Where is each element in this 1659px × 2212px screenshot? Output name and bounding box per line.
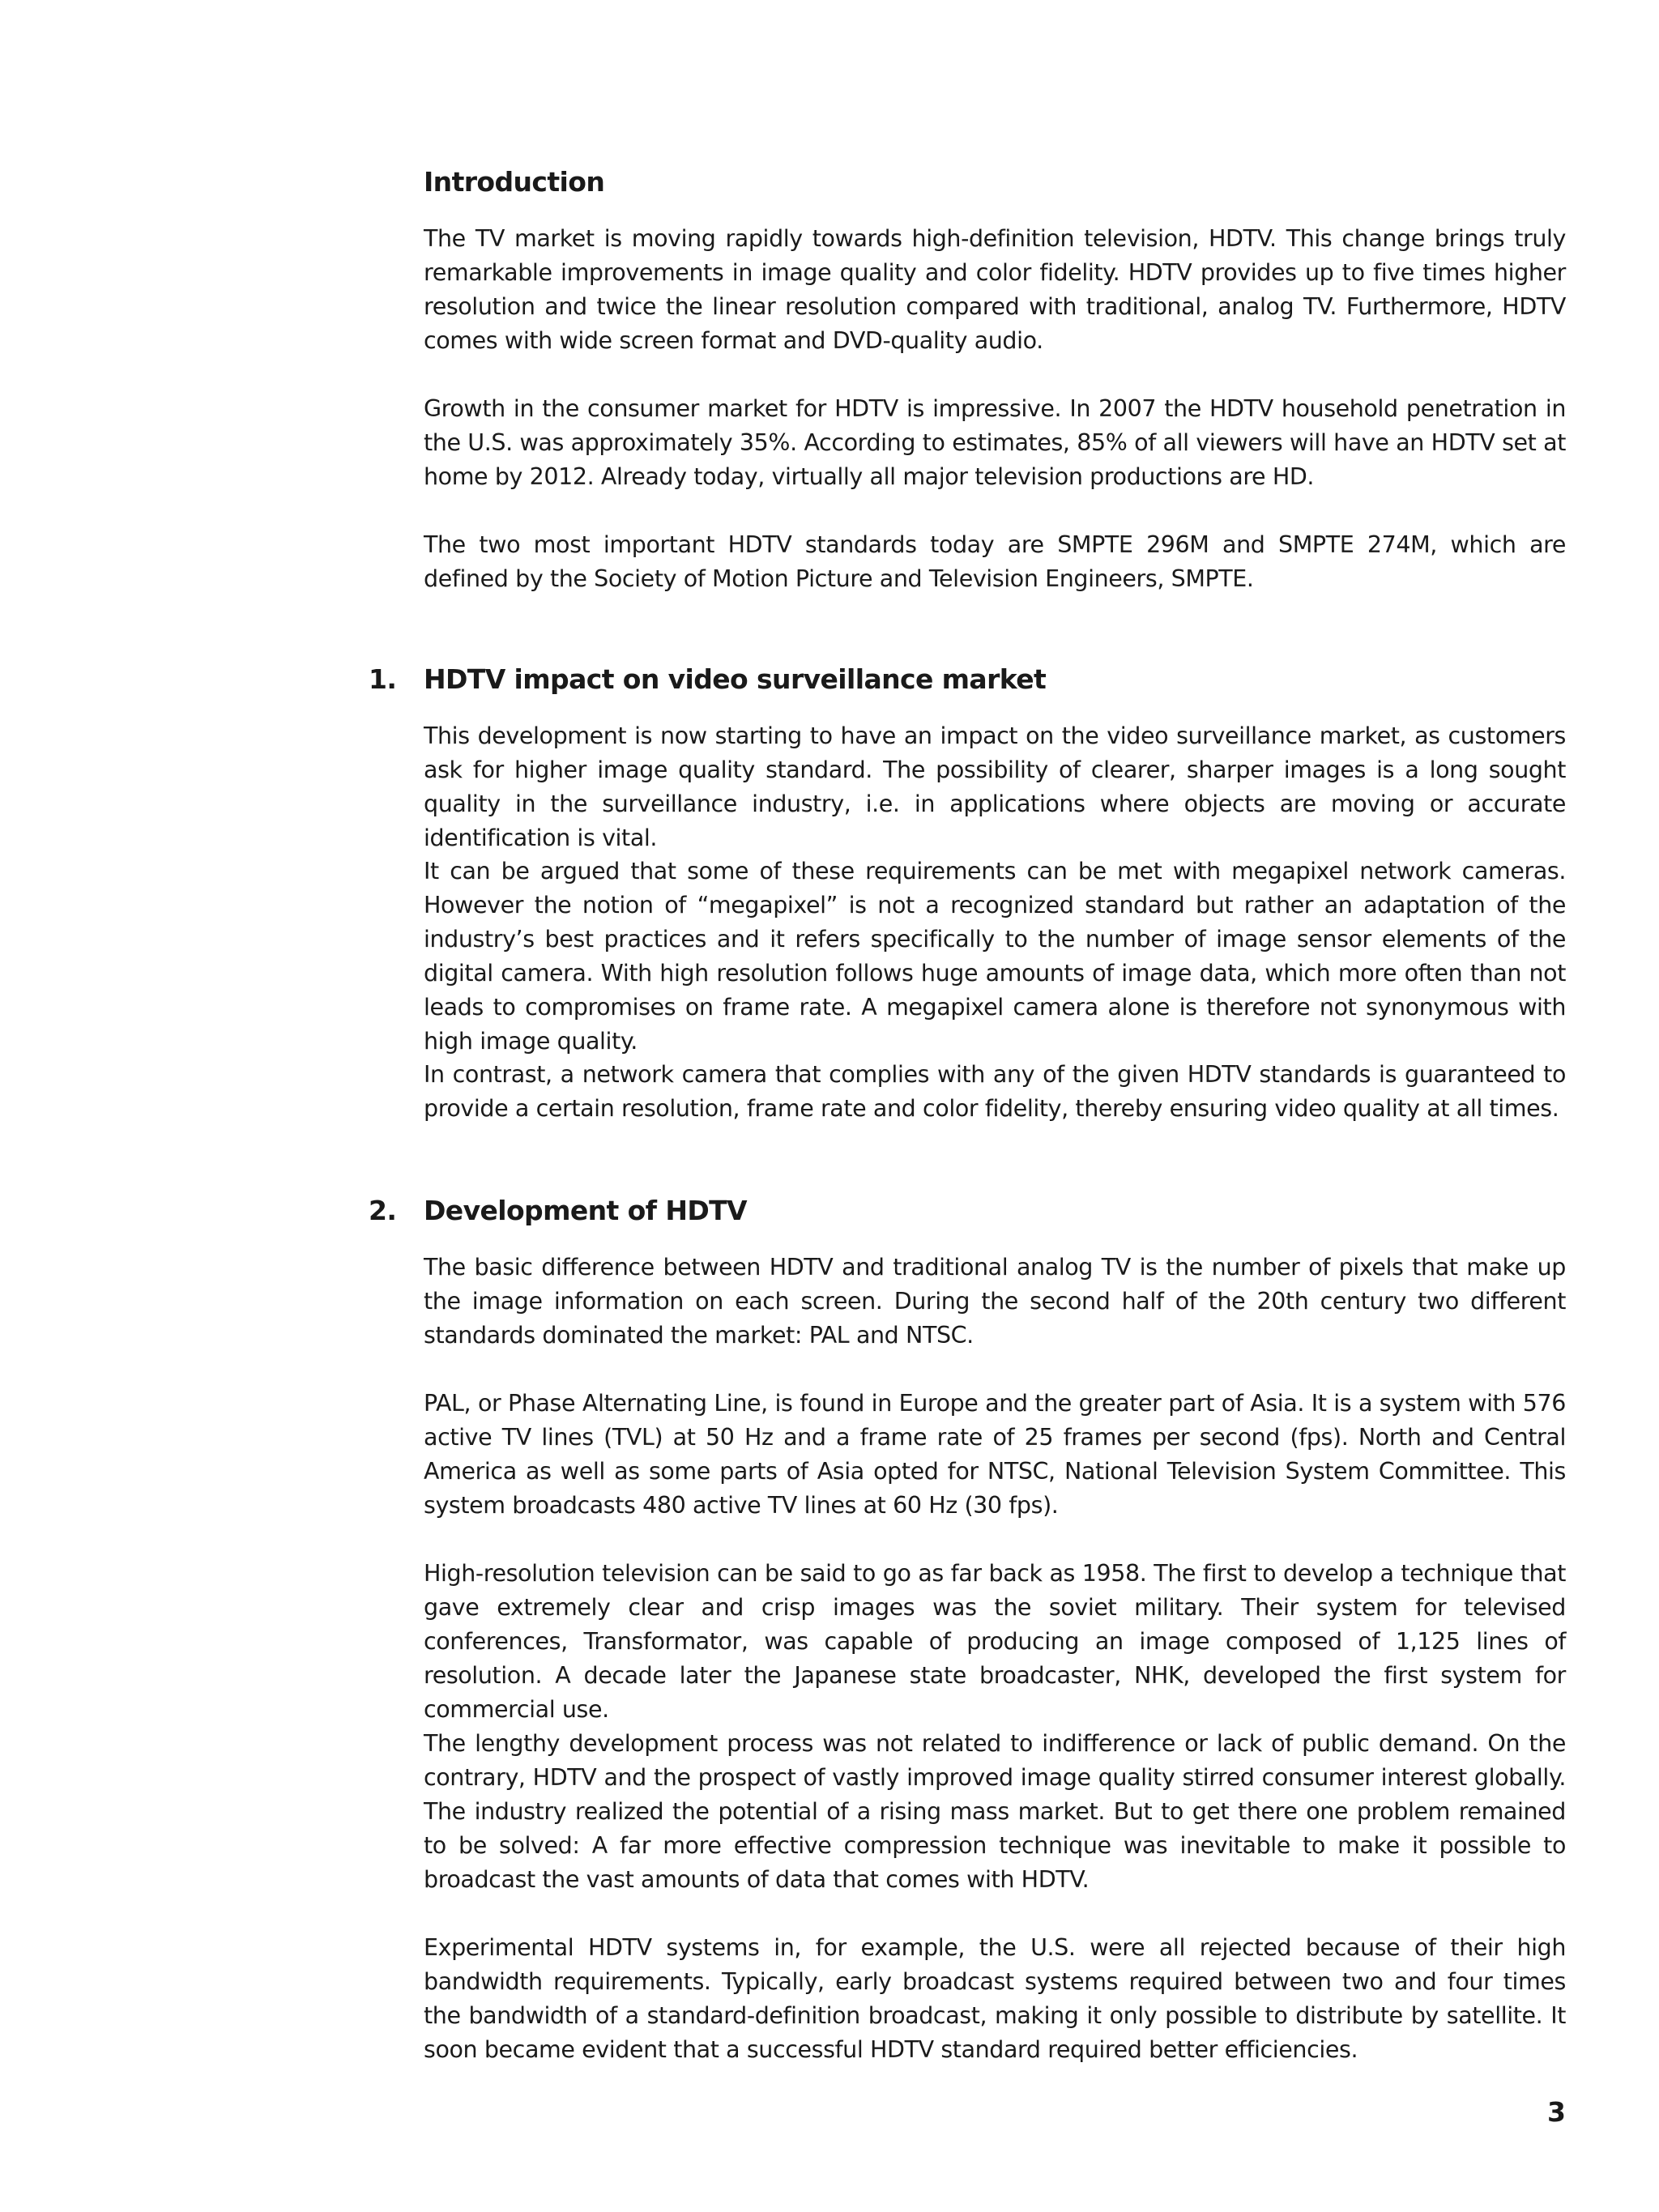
paragraph: In contrast, a network camera that complies with any of the given HDTV standards is guaranteed to provide a certain resolution, frame rate and color fidelity, thereby ensuring video quality at all times. [424,1061,1566,1122]
intro-heading: Introduction [424,166,605,198]
paragraph: Growth in the consumer market for HDTV is impressive. In 2007 the HDTV household penetration in the U.S. was approximately 35%. According to estimates, 85% of all viewers will have an HDTV set at home by 2012. Already today, virtually all major television productions are HD. [424,395,1566,490]
page-number: 3 [1547,2096,1566,2128]
paragraph: The TV market is moving rapidly towards high-definition television, HDTV. This change brings truly remarkable improvements in image quality and color fidelity. HDTV provides up to five times higher resolution and twice the linear resolution compared with traditional, analog TV. Furthermore, HDTV comes with wide screen format and DVD-quality audio. [424,225,1566,354]
intro-paragraph-1 [424,222,1566,358]
intro-paragraph-3 [424,528,1566,596]
paragraph: This development is now starting to have an impact on the video surveillance market, as customers ask for higher image quality standard. The possibility of clearer, sharper images is a long sought quality in the surveillance industry, i.e. in applications where objects are moving or accurate identification is vital. [424,722,1566,851]
section-2-paragraph-2 [424,1387,1566,1523]
paragraph: The lengthy development process was not related to indifference or lack of public demand. On the contrary, HDTV and the prospect of vastly improved image quality stirred consumer interest globally. The industry realized the potential of a rising mass market. But to get there one problem remained to be solved: A far more effective compression technique was inevitable to make it possible to broadcast the vast amounts of data that comes with HDTV. [424,1730,1566,1893]
paragraph: PAL, or Phase Alternating Line, is found in Europe and the greater part of Asia. It is a system with 576 active TV lines (TVL) at 50 Hz and a frame rate of 25 frames per second (fps). North and Central America as well as some parts of Asia opted for NTSC, National Television System Committee. This system broadcasts 480 active TV lines at 60 Hz (30 fps). [424,1390,1566,1519]
section-1-heading-row [369,662,1566,697]
section-2-heading-row [369,1193,1566,1229]
section-1-paragraph-3 [424,1058,1566,1126]
section-number: 2. [369,1195,397,1226]
paragraph: It can be argued that some of these requirements can be met with megapixel network cameras. However the notion of “megapixel” is not a recognized standard but rather an adaptation of the industry’s best practices and it refers specifically to the number of image sensor elements of the digital camera. With high resolution follows huge amounts of image data, which more often than not leads to compromises on frame rate. A megapixel camera alone is therefore not synonymous with high image quality. [424,858,1566,1055]
section-number: 1. [369,663,397,695]
paragraph: The two most important HDTV standards today are SMPTE 296M and SMPTE 274M, which are defined by the Society of Motion Picture and Television Engineers, SMPTE. [424,531,1566,592]
section-2-paragraph-5 [424,1931,1566,2067]
paragraph: Experimental HDTV systems in, for example, the U.S. were all rejected because of their high bandwidth requirements. Typically, early broadcast systems required between two and four times the bandwidth of a standard-definition broadcast, making it only possible to distribute by satellite. It soon became evident that a successful HDTV standard required better efficiencies. [424,1934,1566,2063]
section-2-paragraph-1 [424,1251,1566,1353]
paragraph: High-resolution television can be said to go as far back as 1958. The first to develop a technique that gave extremely clear and crisp images was the soviet military. Their system for televised conferences, Transformator, was capable of producing an image composed of 1,125 lines of resolution. A decade later the Japanese state broadcaster, NHK, developed the first system for commercial use. [424,1560,1566,1723]
section-2-heading [369,1193,1566,1229]
section-2-paragraph-3 [424,1557,1566,1727]
paragraph: The basic difference between HDTV and traditional analog TV is the number of pixels that make up the image information on each screen. During the second half of the 20th century two different standards dominated the market: PAL and NTSC. [424,1254,1566,1349]
section-1-paragraph-1 [424,719,1566,855]
section-2-paragraph-4 [424,1727,1566,1897]
section-1-heading [369,662,1566,697]
section-1-paragraph-2 [424,855,1566,1059]
intro-paragraph-2 [424,392,1566,494]
intro-section [424,164,1566,200]
section-title: HDTV impact on video surveillance market [424,663,1047,695]
section-title: Development of HDTV [424,1195,747,1226]
